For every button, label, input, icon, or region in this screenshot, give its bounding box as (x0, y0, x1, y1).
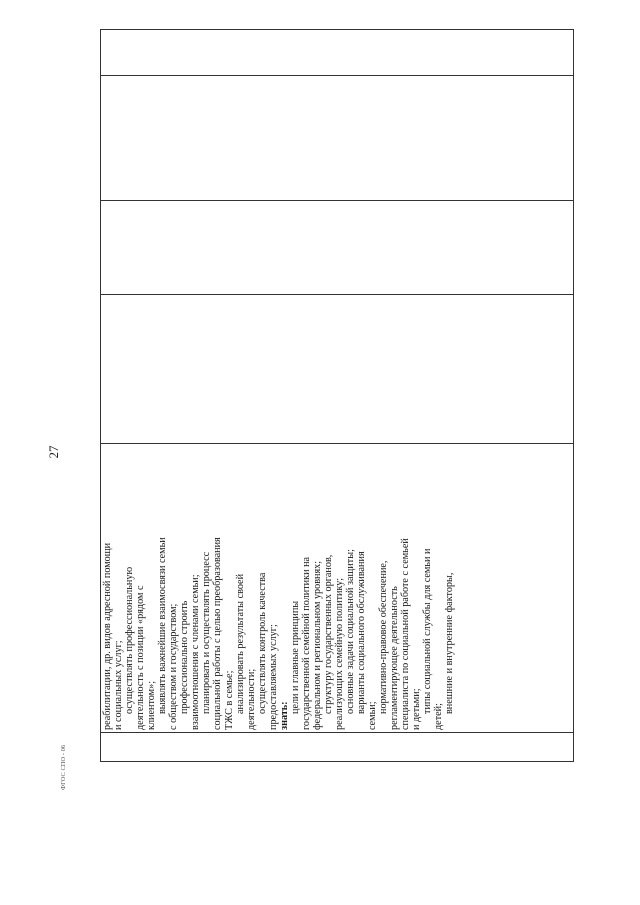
content-line: основные задачи социальной защиты; (345, 549, 357, 714)
competency-table (100, 29, 574, 762)
content-line: специалиста по социальной работе с семьей (400, 538, 412, 730)
content-line: типы социальной службы для семьи и (422, 548, 434, 714)
content-line: деятельности; (245, 668, 257, 730)
content-line: государственной семейной политики на (300, 556, 312, 730)
content-line: варианты социального обслуживания (356, 551, 368, 714)
empty-cell (101, 295, 574, 444)
content-line: взаимоотношения с членами семьи; (190, 574, 202, 730)
content-line: знать: (278, 701, 290, 730)
empty-cell (101, 30, 574, 76)
content-line: деятельность с позиции «рядом с (135, 585, 147, 730)
content-line: федеральном и региональном уровнях; (311, 560, 323, 730)
content-line: структуру государственных органов, (322, 554, 334, 714)
content-lines (102, 446, 456, 730)
content-line: регламентирующее деятельность (389, 586, 401, 730)
content-line: детей; (433, 703, 445, 730)
content-line: семьи; (367, 701, 379, 730)
table-row (101, 30, 574, 762)
content-line: внешние и внутренние факторы, (444, 572, 456, 714)
code-cell (101, 733, 574, 762)
content-line: и социальных услуг; (113, 640, 125, 730)
table-frame (100, 40, 574, 762)
content-line: реабилитации, др. видов адресной помощи (102, 542, 113, 730)
content-line: цели и главные принципы (289, 600, 301, 714)
content-cell (101, 444, 574, 733)
content-line: реализующих семейную политику; (333, 577, 345, 730)
page-number: 27 (46, 445, 61, 459)
content-line: с обществом и государством; (168, 603, 180, 730)
content-line: выявлять важнейшие взаимосвязи семьи (157, 537, 169, 714)
empty-cell (101, 201, 574, 295)
content-line: профессионально строить (179, 600, 191, 714)
content-line: предоставляемых услуг; (267, 624, 279, 730)
content-line: планировать и осуществлять процесс (201, 551, 213, 714)
content-line: и детьми; (411, 688, 423, 730)
content-line: осуществлять контроль качества (256, 572, 268, 714)
content-line: анализировать результаты своей (234, 573, 246, 714)
content-line: осуществлять профессиональную (124, 566, 136, 714)
content-line: нормативно-правовое обеспечение, (378, 560, 390, 714)
content-line: ТЖС в семье; (223, 670, 235, 730)
rotated-table-page (100, 40, 574, 762)
empty-cell (101, 76, 574, 201)
content-line: социальной работы с целью преобразования (212, 537, 224, 730)
content-line: клиентом»; (146, 680, 158, 730)
footer-code: ФГОС СПО - 06 (60, 744, 67, 790)
